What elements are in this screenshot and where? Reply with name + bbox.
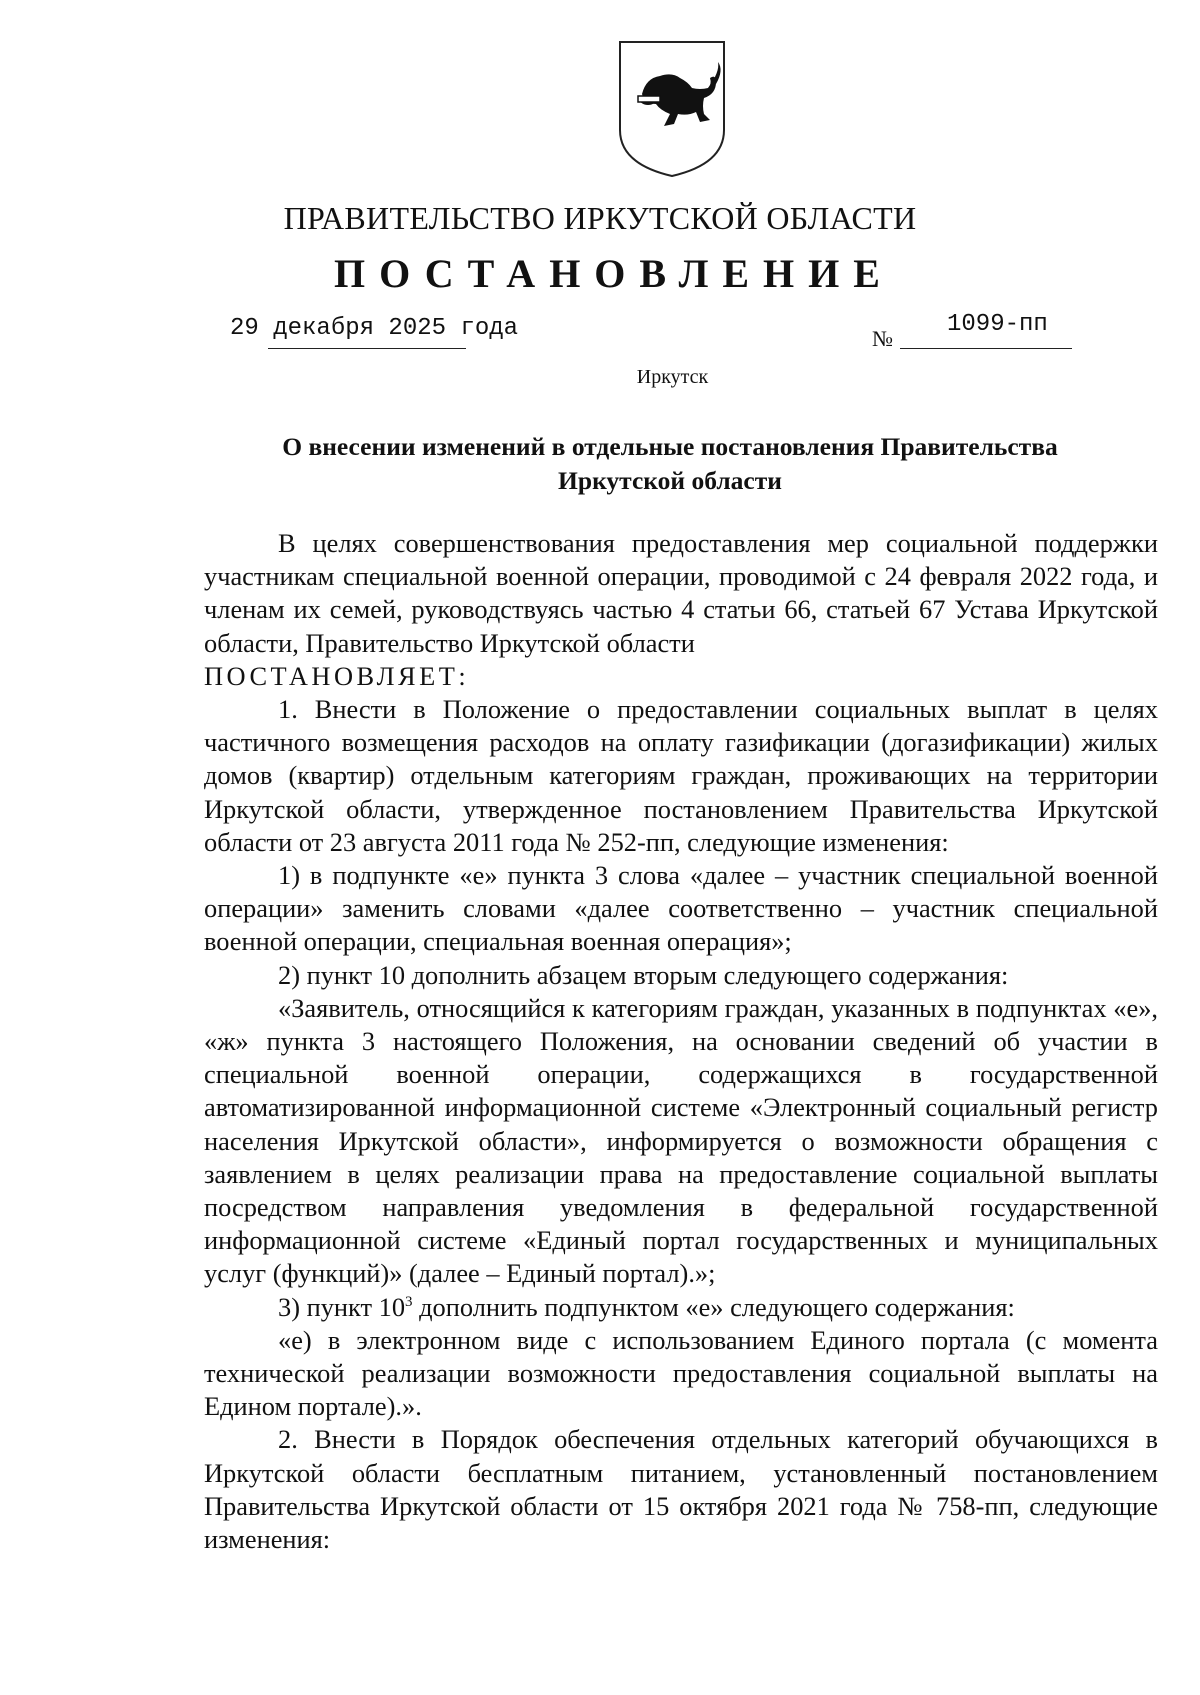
decree-date: 29 декабря 2025 года bbox=[230, 315, 519, 342]
decree-number: 1099-пп bbox=[947, 311, 1048, 338]
paragraph-1-item-3 bbox=[204, 1291, 1158, 1324]
preamble-paragraph: В целях совершенствования предоставления мер социальной поддержки участникам специальной военной операции, проводимой с 24 февраля 2022 года, и членам их семей, руководствуясь частью 4 статьи 66, статьей 67 Устава Иркутской области, Правительство Иркутской области bbox=[204, 528, 1158, 658]
subject-line-1: О внесении изменений в отдельные постановления Правительства bbox=[282, 432, 1058, 461]
government-name: ПРАВИТЕЛЬСТВО ИРКУТСКОЙ ОБЛАСТИ bbox=[283, 200, 917, 236]
coat-of-arms-emblem bbox=[612, 38, 732, 180]
resolve-word: ПОСТАНОВЛЯЕТ: bbox=[204, 660, 470, 691]
document-type-title: ПОСТАНОВЛЕНИЕ bbox=[334, 251, 894, 296]
item-3-superscript: 3 bbox=[405, 1293, 413, 1310]
number-sign: № bbox=[872, 326, 893, 351]
paragraph-1-item-2-quote: «Заявитель, относящийся к категориям граждан, указанных в подпунктах «е», «ж» пункта 3 настоящего Положения, на основании сведений об участии в специальной военной операции, содержащихся в государственной автоматизированной информационной системе «Электронный социальный регистр населения Иркутской области», информируется о возможности обращения с заявлением в целях реализации права на предоставление социальной выплаты посредством направления уведомления в федеральной государственной информационной системе «Единый портал государственных и муниципальных услуг (функций)» (далее – Единый портал).»; bbox=[204, 992, 1158, 1289]
city-name: Иркутск bbox=[636, 366, 709, 388]
subject-line-2: Иркутской области bbox=[558, 466, 782, 495]
paragraph-1: 1. Внести в Положение о предоставлении социальных выплат в целях частичного возмещения расходов на оплату газификации (догазификации) жилых домов (квартир) отдельным категориям граждан, проживающих на территории Иркутской области, утвержденное постановлением Правительства Иркутской области от 23 августа 2011 года № 252-пп, следующие изменения: bbox=[204, 694, 1158, 857]
item-3-text-after: дополнить подпунктом «е» следующего содержания: bbox=[412, 1291, 1015, 1322]
date-underline bbox=[268, 348, 466, 349]
paragraph-1-item-2: 2) пункт 10 дополнить абзацем вторым следующего содержания: bbox=[278, 959, 1009, 990]
decree-subject bbox=[230, 430, 1110, 498]
paragraph-1-item-1: 1) в подпункте «е» пункта 3 слова «далее – участник специальной военной операции» заменить словами «далее соответственно – участник специальной военной операции, специальная военная операция»; bbox=[204, 860, 1158, 957]
item-3-text-before: 3) пункт 10 bbox=[278, 1291, 406, 1322]
decree-body bbox=[204, 527, 1158, 1556]
paragraph-1-item-3-quote: «е) в электронном виде с использованием Единого портала (с момента технической реализации возможности предоставления социальной выплаты на Едином портале).». bbox=[204, 1324, 1158, 1422]
paragraph-2: 2. Внести в Порядок обеспечения отдельных категорий обучающихся в Иркутской области бесплатным питанием, установленный постановлением Правительства Иркутской области от 15 октября 2021 года № 758-пп, следующие изменения: bbox=[204, 1424, 1158, 1555]
number-underline bbox=[900, 348, 1072, 349]
